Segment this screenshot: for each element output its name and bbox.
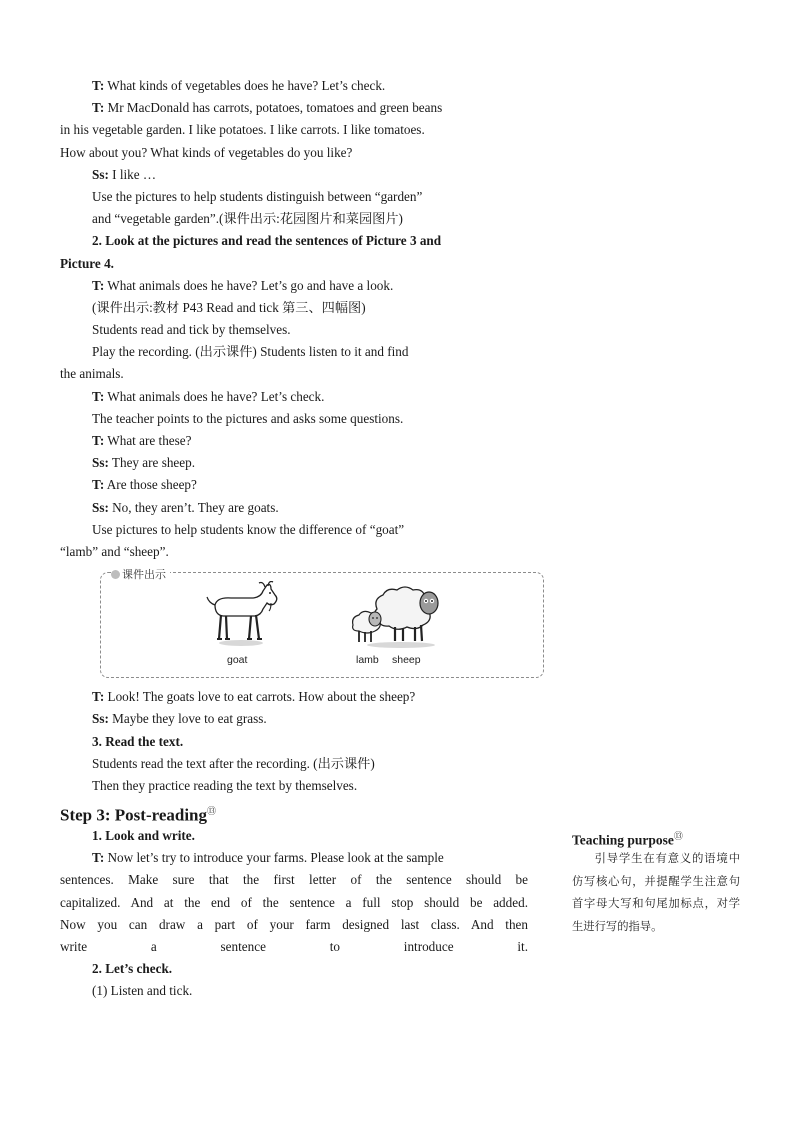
text-run: Now let’s try to introduce your farms. Please look at the sample bbox=[104, 850, 444, 866]
bold-run: T: bbox=[92, 78, 105, 93]
text-run: Are those sheep? bbox=[104, 477, 197, 493]
text-run: Look! The goats love to eat carrots. How about the sheep? bbox=[104, 689, 416, 705]
text-run: What animals does he have? Let’s check. bbox=[104, 388, 325, 404]
text-line bbox=[60, 452, 528, 474]
sidebar-text: 引导学生在有意义的语境中仿写核心句，并提醒学生注意句首字母大写和句尾加标点，对学生进行写的指导。 bbox=[572, 852, 740, 933]
teaching-purpose-sidebar bbox=[572, 826, 740, 938]
text-run: How about you? What kinds of vegetables do you like? bbox=[60, 144, 353, 160]
text-line bbox=[60, 75, 528, 97]
text-run: Mr MacDonald has carrots, potatoes, tomatoes and green beans bbox=[104, 100, 443, 116]
text-run: No, they aren’t. They are goats. bbox=[108, 499, 279, 515]
text-line bbox=[60, 253, 528, 275]
text-line bbox=[60, 892, 528, 914]
text-line bbox=[60, 869, 528, 891]
text-run: Play the recording. (出示课件) Students listen to it and find bbox=[92, 344, 409, 360]
bold-run: T: bbox=[92, 433, 105, 448]
text-line bbox=[60, 230, 528, 252]
bold-run: T: bbox=[92, 477, 105, 493]
text-line bbox=[60, 914, 528, 936]
footnote-mark: ⑬ bbox=[207, 806, 217, 817]
text-run: “lamb” and “sheep”. bbox=[60, 543, 169, 559]
bold-run: 2. Look at the pictures and read the sentences of Picture 3 and bbox=[92, 233, 442, 249]
caption-lamb: lamb bbox=[356, 654, 379, 667]
text-run: the animals. bbox=[60, 366, 124, 382]
lesson-main-column bbox=[60, 75, 528, 1003]
paragraph-block-1 bbox=[60, 75, 528, 563]
bold-run: Ss: bbox=[92, 711, 109, 727]
text-line bbox=[60, 958, 528, 980]
text-run: Now you can draw a part of your farm designed last class. And then bbox=[60, 916, 528, 932]
text-run: What kinds of vegetables does he have? Let’s check. bbox=[104, 78, 386, 93]
courseware-tag: 课件出示 bbox=[111, 566, 170, 582]
text-run: What are these? bbox=[104, 433, 192, 448]
text-run: Use pictures to help students know the difference of “goat” bbox=[92, 521, 405, 537]
text-line bbox=[60, 519, 528, 541]
text-run: capitalized. And at the end of the sentence a full stop should be added. bbox=[60, 894, 528, 910]
text-line bbox=[60, 731, 528, 753]
bold-run: Picture 4. bbox=[60, 255, 114, 271]
text-run: Students read and tick by themselves. bbox=[92, 322, 291, 338]
text-run: (课件出示:教材 P43 Read and tick 第三、四幅图) bbox=[92, 299, 366, 315]
text-line bbox=[60, 275, 528, 297]
bold-run: Ss: bbox=[92, 166, 109, 182]
text-run: Students read the text after the recording. (出示课件) bbox=[92, 755, 375, 771]
text-run: Use the pictures to help students distinguish between “garden” bbox=[92, 188, 423, 204]
paragraph-block-2 bbox=[60, 686, 528, 797]
text-line bbox=[60, 164, 528, 186]
text-line bbox=[60, 319, 528, 341]
text-line bbox=[60, 775, 528, 797]
text-line bbox=[60, 186, 528, 208]
paragraph-block-3 bbox=[60, 825, 528, 1003]
text-run: They are sheep. bbox=[108, 455, 196, 471]
bold-run: T: bbox=[92, 850, 105, 866]
bold-run: 3. Read the text. bbox=[92, 733, 184, 749]
text-line bbox=[60, 753, 528, 775]
caption-sheep: sheep bbox=[392, 654, 421, 667]
text-line bbox=[60, 386, 528, 408]
text-line bbox=[60, 541, 528, 563]
bold-run: T: bbox=[92, 100, 105, 116]
tag-dot-icon bbox=[111, 570, 120, 579]
text-line bbox=[60, 708, 528, 730]
lamb-sheep-illustration bbox=[347, 579, 443, 649]
text-line bbox=[60, 297, 528, 319]
text-run: write a sentence to introduce it. bbox=[60, 939, 528, 954]
text-run: in his vegetable garden. I like potatoes. I like carrots. I like tomatoes. bbox=[60, 122, 425, 138]
text-run: I like … bbox=[108, 166, 157, 182]
text-run: (1) Listen and tick. bbox=[92, 983, 193, 999]
text-line bbox=[60, 208, 528, 230]
text-line bbox=[60, 341, 528, 363]
text-line bbox=[60, 97, 528, 119]
text-run: The teacher points to the pictures and asks some questions. bbox=[92, 410, 404, 426]
text-run: sentences. Make sure that the first letter of the sentence should be bbox=[60, 872, 528, 888]
text-line bbox=[60, 497, 528, 519]
bold-run: T: bbox=[92, 277, 105, 293]
bold-run: Ss: bbox=[92, 455, 109, 471]
text-line bbox=[60, 980, 528, 1002]
text-run: Then they practice reading the text by themselves. bbox=[92, 777, 358, 793]
text-run: and “vegetable garden”.(课件出示:花园图片和菜园图片) bbox=[92, 211, 403, 227]
text-line bbox=[60, 363, 528, 385]
step3-heading: Step 3: Post-reading⑬ bbox=[60, 805, 217, 825]
text-line bbox=[60, 142, 528, 164]
text-line bbox=[60, 847, 528, 869]
sidebar-title: Teaching purpose⑬ bbox=[572, 831, 683, 848]
text-line bbox=[60, 825, 528, 847]
text-line bbox=[60, 430, 528, 452]
caption-goat: goat bbox=[227, 654, 248, 667]
text-line bbox=[60, 474, 528, 496]
text-run: Maybe they love to eat grass. bbox=[108, 711, 267, 727]
courseware-picture-box bbox=[100, 568, 544, 678]
text-run: What animals does he have? Let’s go and have a look. bbox=[104, 277, 394, 293]
text-line bbox=[60, 936, 528, 958]
bold-run: Ss: bbox=[92, 499, 109, 515]
text-line bbox=[60, 686, 528, 708]
text-line bbox=[60, 119, 528, 141]
goat-illustration bbox=[201, 581, 281, 647]
bold-run: T: bbox=[92, 689, 105, 705]
text-line bbox=[60, 408, 528, 430]
sidebar-footnote-mark: ⑬ bbox=[673, 831, 683, 841]
bold-run: T: bbox=[92, 388, 105, 404]
bold-run: 1. Look and write. bbox=[92, 828, 195, 844]
bold-run: 2. Let’s check. bbox=[92, 961, 173, 977]
